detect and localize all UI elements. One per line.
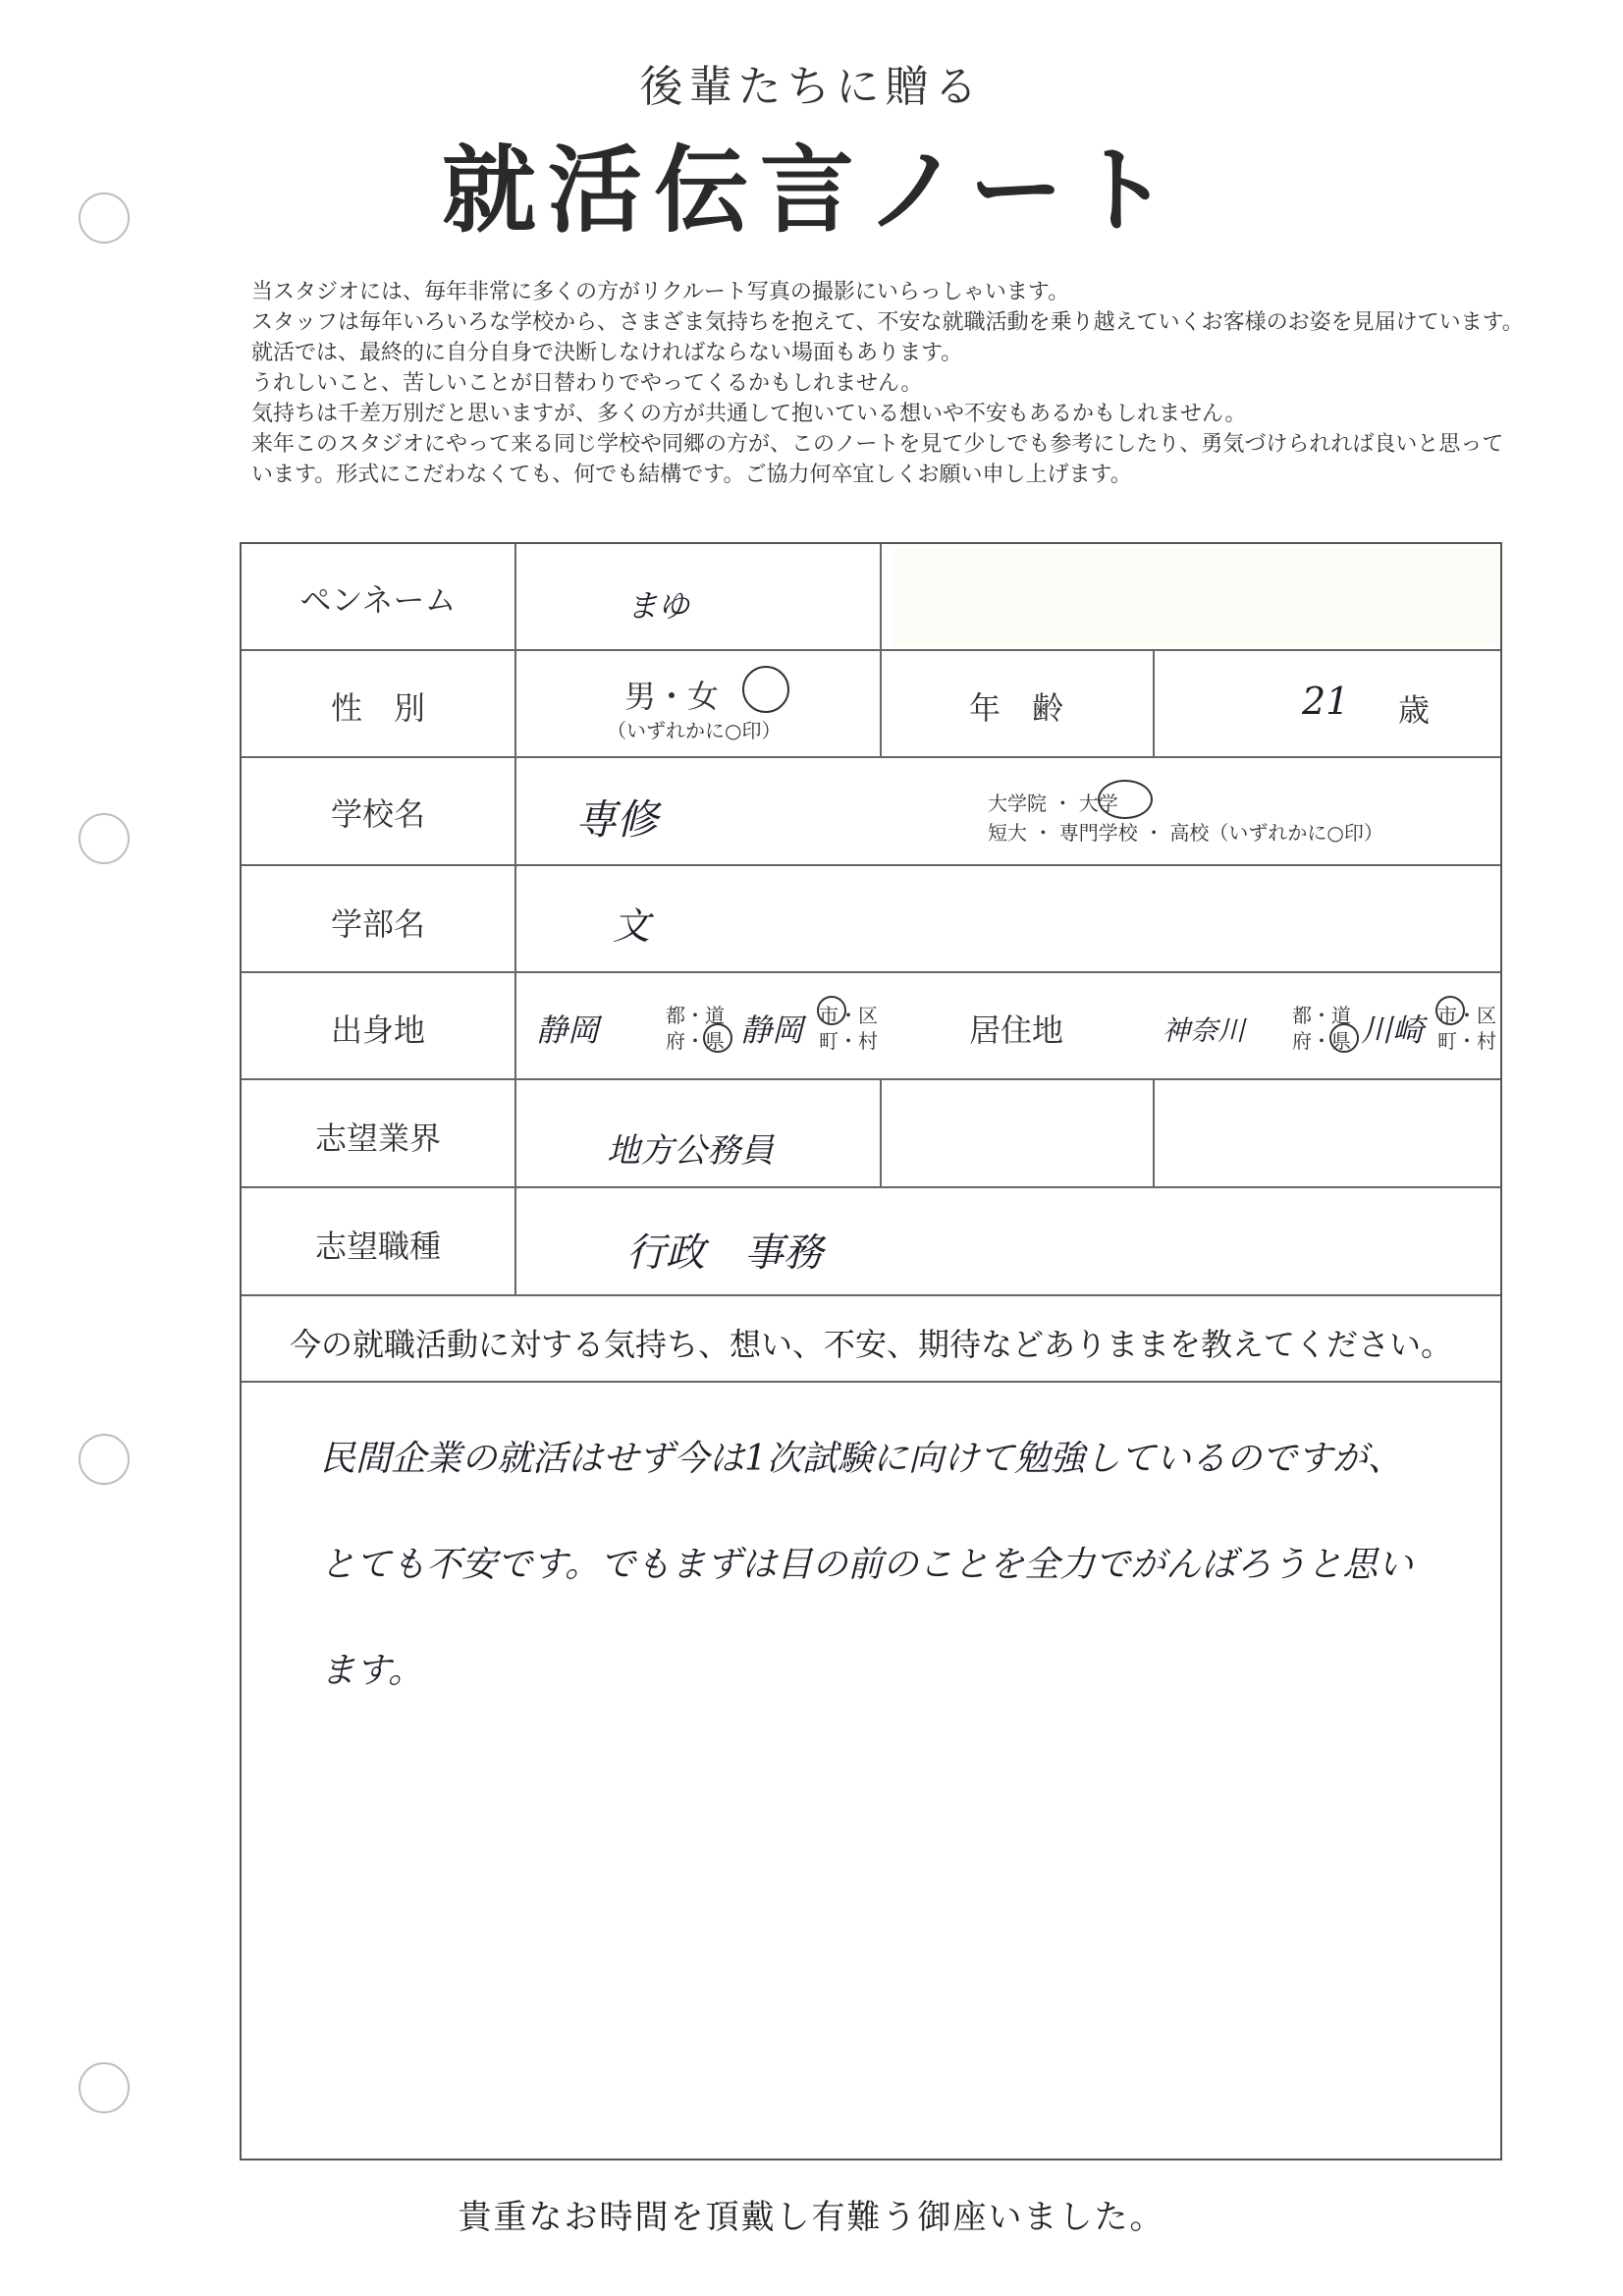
hometown-label: 出身地: [330, 1011, 425, 1049]
residence-city-circle: [1435, 996, 1465, 1025]
binder-hole: [79, 2062, 130, 2113]
residence-pref-units-bottom: 府・県: [1292, 1029, 1351, 1053]
feelings-prompt: 今の就職活動に対する気持ち、想い、不安、期待などありままを教えてください。: [289, 1326, 1452, 1363]
binder-hole: [79, 813, 130, 864]
residence-city-units-bottom: 町・村: [1437, 1029, 1496, 1053]
residence-city: 川崎: [1361, 1011, 1425, 1049]
school-type-line1: 大学院 ・ 大学: [988, 792, 1118, 815]
gender-selected-circle: [742, 666, 789, 713]
pen-name-value: まゆ: [626, 587, 690, 625]
school-selected-circle: [1098, 780, 1153, 819]
hometown-pref-units-bottom: 府・県: [666, 1029, 725, 1053]
answer-line: とても不安です。でもまずは目の前のことを全力でがんばろうと思い: [320, 1545, 1414, 1585]
residence-pref: 神奈川: [1163, 1014, 1246, 1047]
column-divider: [1153, 1078, 1155, 1186]
row-divider: [242, 1381, 1500, 1383]
hometown-pref: 静岡: [536, 1011, 600, 1049]
column-divider: [880, 1078, 882, 1186]
row-divider: [242, 1078, 1500, 1080]
job-value: 行政 事務: [626, 1230, 823, 1276]
age-value: 21: [1302, 680, 1350, 723]
row-divider: [242, 864, 1500, 866]
intro-line: スタッフは毎年いろいろな学校から、さまざま気持ちを抱えて、不安な就職活動を乗り越えていくお客様のお姿を見届けています。: [251, 310, 1524, 335]
page-title: 就活伝言ノート: [441, 136, 1182, 246]
row-divider: [242, 756, 1500, 758]
row-divider: [242, 971, 1500, 973]
residence-pref-units-top: 都・道: [1292, 1004, 1351, 1027]
hometown-city-circle: [817, 996, 846, 1025]
gender-note: （いずれかに○印）: [607, 719, 782, 742]
footer-thanks: 貴重なお時間を頂戴し有難う御座いました。: [458, 2198, 1165, 2237]
faculty-label: 学部名: [330, 905, 425, 943]
binder-hole: [79, 1434, 130, 1485]
gender-label: 性 別: [330, 689, 425, 727]
intro-line: 就活では、最終的に自分自身で決断しなければならない場面もあります。: [251, 341, 963, 365]
age-unit: 歳: [1398, 691, 1431, 729]
hometown-pref-units-top: 都・道: [666, 1004, 725, 1027]
residence-label: 居住地: [968, 1011, 1063, 1049]
column-divider: [1153, 649, 1155, 756]
school-type-line2: 短大 ・ 専門学校 ・ 高校（いずれかに○印）: [988, 821, 1383, 845]
form-table: [240, 542, 1502, 2160]
intro-line: 当スタジオには、毎年非常に多くの方がリクルート写真の撮影にいらっしゃいます。: [251, 280, 1070, 304]
residence-city-units-top: 市・区: [1437, 1004, 1496, 1027]
answer-line: ます。: [320, 1651, 424, 1691]
intro-line: 来年このスタジオにやって来る同じ学校や同郷の方が、このノートを見て少しでも参考にしたり、勇気づけられれば良いと思って: [251, 432, 1504, 457]
school-label: 学校名: [330, 795, 425, 833]
row-divider: [242, 1294, 1500, 1296]
hometown-city-units-top: 市・区: [819, 1004, 878, 1027]
faculty-value: 文: [613, 904, 651, 948]
hometown-city-units-bottom: 町・村: [819, 1029, 878, 1053]
age-label: 年 齢: [968, 689, 1063, 727]
intro-line: います。形式にこだわなくても、何でも結構です。ご協力何卒宜しくお願い申し上げます。: [251, 463, 1132, 487]
redacted-area: [893, 548, 1500, 646]
school-value: 専修: [575, 795, 659, 844]
row-divider: [242, 1186, 1500, 1188]
hometown-city: 静岡: [740, 1011, 804, 1049]
industry-value: 地方公務員: [607, 1131, 774, 1171]
intro-line: うれしいこと、苦しいことが日替わりでやってくるかもしれません。: [251, 371, 923, 396]
column-divider: [514, 544, 516, 1294]
hometown-pref-circle: [703, 1023, 732, 1053]
job-label: 志望職種: [314, 1228, 441, 1265]
pen-name-label: ペンネーム: [299, 581, 457, 619]
intro-text: [251, 277, 1587, 490]
residence-pref-circle: [1329, 1023, 1359, 1053]
answer-line: 民間企業の就活はせず今は1次試験に向けて勉強しているのですが、: [320, 1439, 1403, 1479]
industry-label: 志望業界: [314, 1120, 441, 1157]
row-divider: [242, 649, 1500, 651]
intro-line: 気持ちは千差万別だと思いますが、多くの方が共通して抱いている想いや不安もあるかもしれません。: [251, 402, 1247, 426]
gender-options: 男・女: [624, 678, 720, 715]
feelings-answer: [320, 1406, 1449, 1724]
page-subtitle: 後輩たちに贈る: [639, 62, 984, 112]
